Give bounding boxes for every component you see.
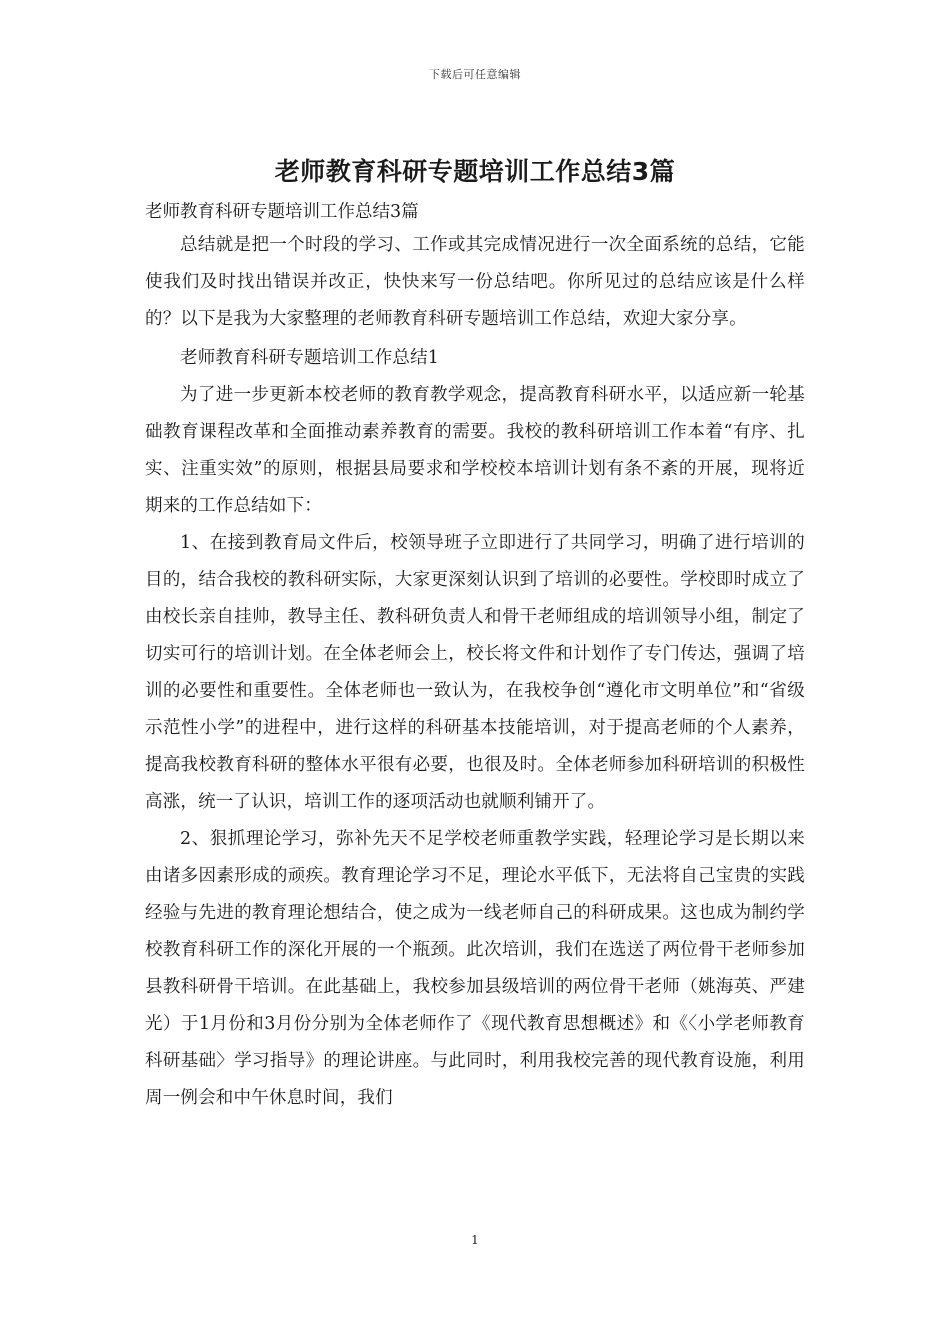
paragraph-intro: 总结就是把一个时段的学习、工作或其完成情况进行一次全面系统的总结，它能使我们及时找出错误并改正，快快来写一份总结吧。你所见过的总结应该是什么样的？以下是我为大家整理的老师教育科研专题培训工作总结，欢迎大家分享。 — [145, 235, 805, 329]
document-subtitle: 老师教育科研专题培训工作总结3篇 — [145, 202, 419, 222]
paragraph-purpose: 为了进一步更新本校老师的教育教学观念，提高教育科研水平，以适应新一轮基础教育课程改革和全面推动素养教育的需要。我校的教科研培训工作本着“有序、扎实、注重实效”的原则，根据县局要求和学校校本培训计划有条不紊的开展，现将近期来的工作总结如下： — [145, 385, 805, 516]
section-heading: 老师教育科研专题培训工作总结1 — [180, 348, 440, 368]
document-body — [145, 198, 805, 1117]
paragraph-item-1: 1、在接到教育局文件后，校领导班子立即进行了共同学习，明确了进行培训的目的，结合我校的教科研实际，大家更深刻认识到了培训的必要性。学校即时成立了由校长亲自挂帅，教导主任、教科研负责人和骨干老师组成的培训领导小组，制定了切实可行的培训计划。在全体老师会上，校长将文件和计划作了专门传达，强调了培训的必要性和重要性。全体老师也一致认为，在我校争创“遵化市文明单位”和“省级示范性小学”的进程中，进行这样的科研基本技能培训，对于提高老师的个人素养，提高我校教育科研的整体水平很有必要，也很及时。全体老师参加科研培训的积极性高涨，统一了认识，培训工作的逐项活动也就顺利铺开了。 — [145, 533, 805, 812]
paragraph-item-2: 2、狠抓理论学习，弥补先天不足学校老师重教学实践，轻理论学习是长期以来由诸多因素形成的顽疾。教育理论学习不足，理论水平低下，无法将自己宝贵的实践经验与先进的教育理论想结合，使之成为一线老师自己的科研成果。这也成为制约学校教育科研工作的深化开展的一个瓶颈。此次培训，我们在选送了两位骨干老师参加县教科研骨干培训。在此基础上，我校参加县级培训的两位骨干老师（姚海英、严建光）于1月份和3月份分别为全体老师作了《现代教育思想概述》和《〈小学老师教育科研基础〉学习指导》的理论讲座。与此同时，利用我校完善的现代教育设施，利用周一例会和中午休息时间，我们 — [145, 829, 805, 1108]
page-header: 下载后可任意编辑 — [429, 68, 521, 81]
page-number: 1 — [471, 1233, 479, 1247]
document-title: 老师教育科研专题培训工作总结3篇 — [274, 157, 676, 186]
